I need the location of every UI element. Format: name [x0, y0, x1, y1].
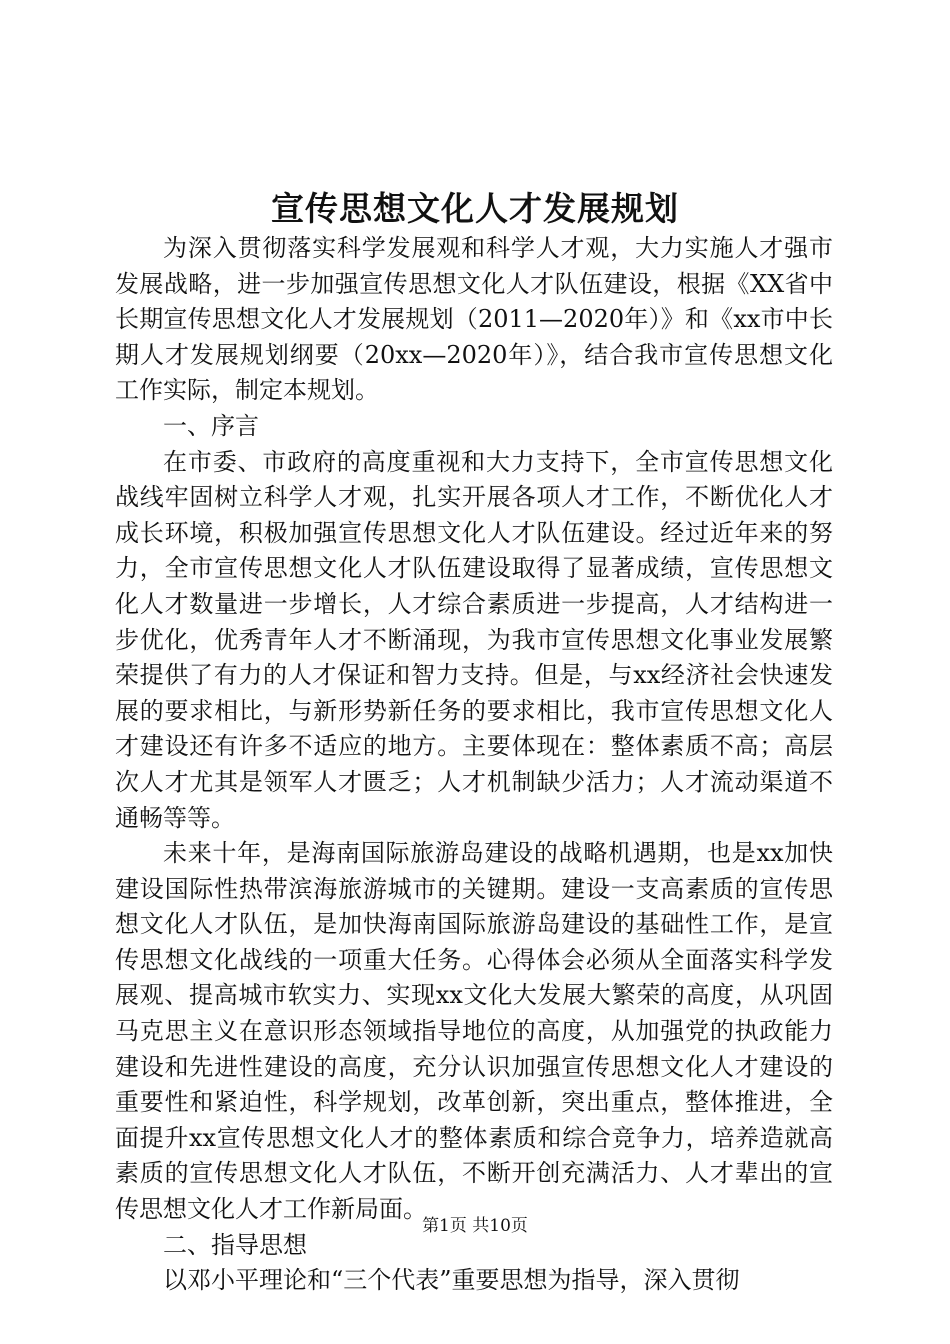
page-number: 第1页 — [422, 1216, 467, 1236]
document-title: 宣传思想文化人才发展规划 — [271, 189, 679, 228]
page-total: 共10页 — [472, 1216, 528, 1236]
paragraph-intro: 为深入贯彻落实科学发展观和科学人才观，大力实施人才强市发展战略，进一步加强宣传思想文化人才队伍建设，根据《XX省中长期宣传思想文化人才发展规划（2011—2020年）》和《xx市中长期人才发展规划纲要（20xx—2020年）》，结合我市宣传思想文化工作实际，制定本规划。 — [115, 234, 833, 405]
section-heading-preface: 一、序言 — [163, 411, 259, 440]
section-heading-guiding-ideology: 二、指导思想 — [163, 1230, 307, 1259]
paragraph-preface-2: 未来十年，是海南国际旅游岛建设的战略机遇期，也是xx加快建设国际性热带滨海旅游城市的关键期。建设一支高素质的宣传思想文化人才队伍，是加快海南国际旅游岛建设的基础性工作，是宣传思想文化战线的一项重大任务。心得体会必须从全面落实科学发展观、提高城市软实力、实现xx文化大发展大繁荣的高度，从巩固马克思主义在意识形态领域指导地位的高度，从加强党的执政能力建设和先进性建设的高度，充分认识加强宣传思想文化人才建设的重要性和紧迫性，科学规划，改革创新，突出重点，整体推进，全面提升xx宣传思想文化人才的整体素质和综合竞争力，培养造就高素质的宣传思想文化人才队伍，不断开创充满活力、人才辈出的宣传思想文化人才工作新局面。 — [115, 839, 833, 1224]
document-body — [115, 231, 833, 1299]
paragraph-preface-1: 在市委、市政府的高度重视和大力支持下，全市宣传思想文化战线牢固树立科学人才观，扎实开展各项人才工作，不断优化人才成长环境，积极加强宣传思想文化人才队伍建设。经过近年来的努力，全市宣传思想文化人才队伍建设取得了显著成绩，宣传思想文化人才数量进一步增长，人才综合素质进一步提高，人才结构进一步优化，优秀青年人才不断涌现，为我市宣传思想文化事业发展繁荣提供了有力的人才保证和智力支持。但是，与xx经济社会快速发展的要求相比，与新形势新任务的要求相比，我市宣传思想文化人才建设还有许多不适应的地方。主要体现在：整体素质不高；高层次人才尤其是领军人才匮乏；人才机制缺少活力；人才流动渠道不通畅等等。 — [115, 447, 833, 832]
paragraph-guiding-ideology: 以邓小平理论和“三个代表”重要思想为指导，深入贯彻 — [163, 1266, 740, 1295]
page-footer — [0, 1214, 950, 1238]
